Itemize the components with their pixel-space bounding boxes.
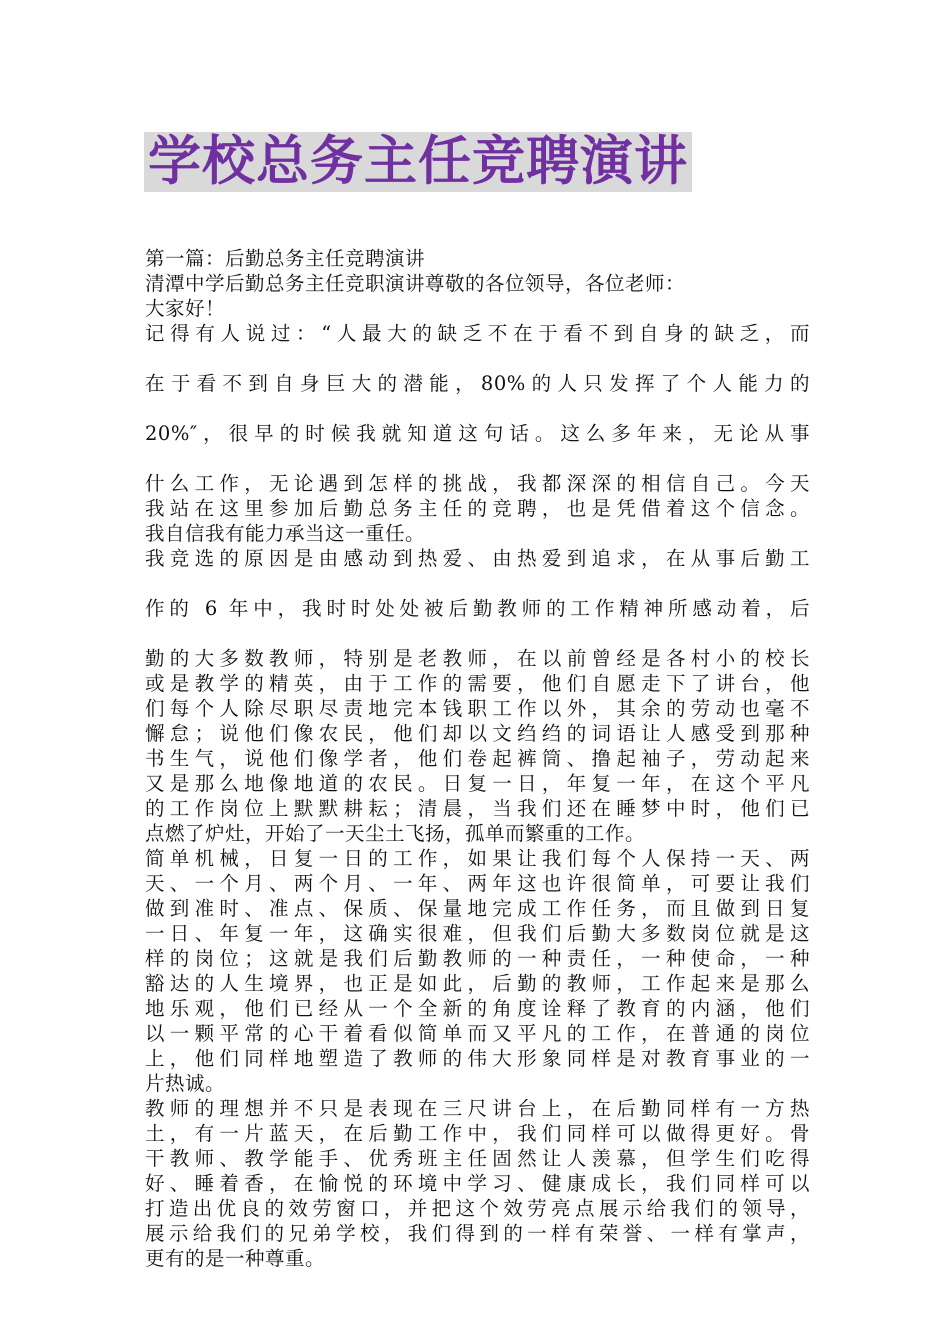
text-line: 一日、年复一年，这确实很难，但我们后勤大多数岗位就是这 bbox=[145, 922, 810, 945]
text-line: 大家好！ bbox=[145, 297, 226, 320]
text-line: 第一篇：后勤总务主任竞聘演讲 bbox=[145, 247, 426, 270]
text-line: 以一颗平常的心干着看似简单而又平凡的工作，在普通的岗位 bbox=[145, 1022, 810, 1045]
text-line: 点燃了炉灶，开始了一天尘土飞扬，孤单而繁重的工作。 bbox=[145, 822, 646, 845]
text-line: 片热诚。 bbox=[145, 1072, 226, 1095]
text-line: 上，他们同样地塑造了教师的伟大形象同样是对教育事业的一 bbox=[145, 1047, 810, 1070]
text-line: 样的岗位；这就是我们后勤教师的一种责任，一种使命，一种 bbox=[145, 947, 810, 970]
document-body bbox=[145, 246, 810, 1271]
text-line: 作的 6 年中，我时时处处被后勤教师的工作精神所感动着，后 bbox=[145, 597, 810, 620]
text-line: 懈怠；说他们像农民，他们却以文绉绉的词语让人感受到那种 bbox=[145, 722, 810, 745]
text-line: 清潭中学后勤总务主任竞职演讲尊敬的各位领导，各位老师： bbox=[145, 272, 686, 295]
text-line: 更有的是一种尊重。 bbox=[145, 1247, 326, 1270]
title-highlight bbox=[144, 132, 692, 192]
text-line: 土，有一片蓝天，在后勤工作中，我们同样可以做得更好。骨 bbox=[145, 1122, 810, 1145]
text-line: 或是教学的精英，由于工作的需要，他们自愿走下了讲台，他 bbox=[145, 672, 810, 695]
text-line: 展示给我们的兄弟学校，我们得到的一样有荣誉、一样有掌声， bbox=[145, 1222, 810, 1245]
text-line: 教师的理想并不只是表现在三尺讲台上，在后勤同样有一方热 bbox=[145, 1097, 810, 1120]
text-line: 又是那么地像地道的农民。日复一日，年复一年，在这个平凡 bbox=[145, 772, 810, 795]
text-line: 我竞选的原因是由感动到热爱、由热爱到追求，在从事后勤工 bbox=[145, 547, 810, 570]
text-line: 做到准时、准点、保质、保量地完成工作任务，而且做到日复 bbox=[145, 897, 810, 920]
text-line: 勤的大多数教师，特别是老教师，在以前曾经是各村小的校长 bbox=[145, 647, 810, 670]
text-line: 我自信我有能力承当这一重任。 bbox=[145, 522, 426, 545]
text-line: 在于看不到自身巨大的潜能，80%的人只发挥了个人能力的 bbox=[145, 372, 810, 395]
text-line: 地乐观，他们已经从一个全新的角度诠释了教育的内涵，他们 bbox=[145, 997, 810, 1020]
text-line: 打造出优良的效劳窗口，并把这个效劳亮点展示给我们的领导， bbox=[145, 1197, 810, 1220]
text-line: 好、睡着香，在愉悦的环境中学习、健康成长，我们同样可以 bbox=[145, 1172, 810, 1195]
text-line: 简单机械，日复一日的工作，如果让我们每个人保持一天、两 bbox=[145, 847, 810, 870]
text-line: 豁达的人生境界，也正是如此，后勤的教师，工作起来是那么 bbox=[145, 972, 810, 995]
text-line: 什么工作，无论遇到怎样的挑战，我都深深的相信自己。今天 bbox=[145, 472, 810, 495]
text-line: 记得有人说过：“人最大的缺乏不在于看不到自身的缺乏，而 bbox=[145, 322, 810, 345]
text-line: 我站在这里参加后勤总务主任的竞聘，也是凭借着这个信念。 bbox=[145, 497, 810, 520]
text-line: 们每个人除尽职尽责地完本钱职工作以外，其余的劳动也毫不 bbox=[145, 697, 810, 720]
page-title: 学校总务主任竞聘演讲 bbox=[148, 131, 688, 192]
text-line: 天、一个月、两个月、一年、两年这也许很简单，可要让我们 bbox=[145, 872, 810, 895]
text-line: 书生气，说他们像学者，他们卷起裤筒、撸起袖子，劳动起来 bbox=[145, 747, 810, 770]
text-line: 干教师、教学能手、优秀班主任固然让人羡慕，但学生们吃得 bbox=[145, 1147, 810, 1170]
text-line: 20%″，很早的时候我就知道这句话。这么多年来，无论从事 bbox=[145, 422, 810, 445]
text-line: 的工作岗位上默默耕耘；清晨，当我们还在睡梦中时，他们已 bbox=[145, 797, 810, 820]
